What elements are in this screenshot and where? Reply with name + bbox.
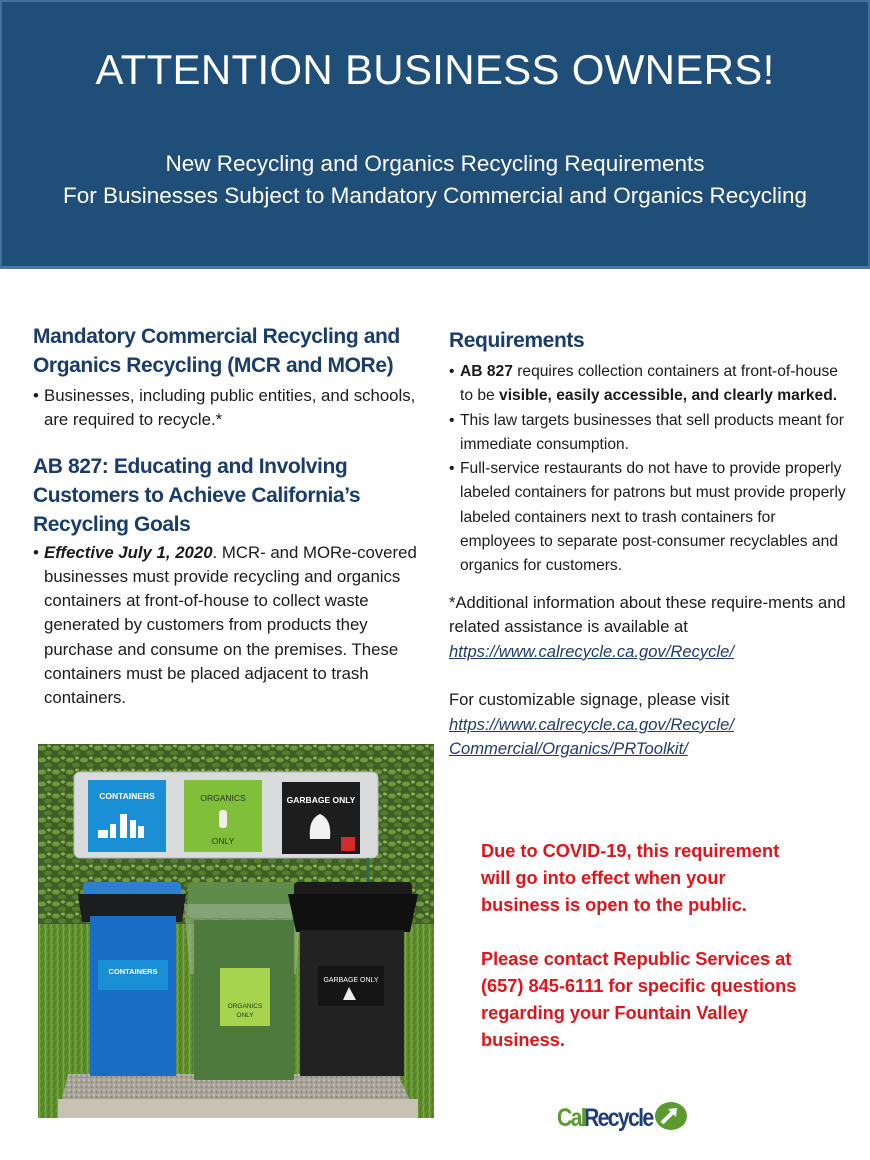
effective-date: Effective July 1, 2020 [44,542,213,562]
heading-line: Recycling Goals [33,512,191,536]
contact-phone-line: (657) 845-6111 for specific questions [481,976,797,996]
contact-line: business. [481,1030,565,1050]
recycling-bins-photo [38,744,434,1118]
right-column [449,326,849,762]
svg-text:ORGANICS: ORGANICS [200,793,246,803]
additional-info: *Additional information about these require-ments and related assistance is available at [449,592,846,637]
calrecycle-logo [557,1100,688,1136]
requirement-emphasis: visible, easily accessible, and clearly marked. [499,387,838,405]
logo-recycle: Recycle [583,1103,653,1132]
header-banner [0,0,870,269]
spacer [481,919,851,946]
svg-text:ORGANICS: ORGANICS [227,1003,263,1010]
mcr-bullet: • Businesses, including public entities, and schools, are required to recycle.* [33,384,438,433]
requirement-item: • This law targets businesses that sell products meant for immediate consumption. [449,409,849,458]
notice-line: Due to COVID-19, this requirement [481,841,780,861]
ab827-bullet-text: . MCR- and MORe-covered businesses must provide recycling and organics containers at front-of-house to collect waste generated by customers from products they purchase and consume on the premises. These containers must be placed adjacent to trash containers. [44,542,417,708]
ab827-label: AB 827 [460,363,513,380]
left-column [33,322,438,711]
ab827-heading [33,452,438,539]
heading-line: AB 827: Educating and Involving [33,454,348,478]
mcr-more-heading [33,322,438,380]
page-subtitle [2,148,868,212]
heading-line: Mandatory Commercial Recycling and [33,325,400,348]
subtitle-line-1: New Recycling and Organics Recycling Requirements [165,151,705,176]
contact-line: Please contact Republic Services at [481,949,792,969]
subtitle-line-2: For Businesses Subject to Mandatory Commercial and Organics Recycling [62,183,808,208]
ab827-bullet [33,541,438,711]
heading-line: Customers to Achieve California’s [33,483,361,507]
contact-line: regarding your Fountain Valley [481,1003,748,1023]
svg-text:ONLY: ONLY [236,1012,254,1019]
covid-notice [481,838,851,1054]
link-line: Commercial/Organics/PRToolkit/ [449,739,688,759]
signage-text: For customizable signage, please visit [449,690,730,710]
link-line: https://www.calrecycle.ca.gov/Recycle/ [449,714,734,734]
logo-cal: Cal [557,1103,585,1132]
recycle-arrow-icon [654,1101,688,1135]
svg-text:ONLY: ONLY [211,836,235,846]
svg-text:GARBAGE ONLY: GARBAGE ONLY [286,795,356,805]
svg-text:GARBAGE ONLY: GARBAGE ONLY [323,977,379,984]
requirements-heading: Requirements [449,329,585,352]
prtoolkit-link[interactable] [449,713,849,762]
requirement-item: • Full-service restaurants do not have to provide properly labeled containers for patrons but must provide properly labeled containers next to trash containers for employees to separate post-consumer recyclables and organics for customers. [449,457,849,578]
svg-text:CONTAINERS: CONTAINERS [99,791,155,801]
notice-line: will go into effect when your [481,868,726,888]
svg-text:CONTAINERS: CONTAINERS [108,967,158,976]
requirement-text: requires collection containers at front-of-house to be [460,363,838,405]
heading-line: Organics Recycling (MCR and MORe) [33,354,394,377]
requirement-item [449,360,849,409]
page-title: ATTENTION BUSINESS OWNERS! [95,46,775,93]
bins-photo-illustration [38,744,434,1118]
notice-line: business is open to the public. [481,895,747,915]
calrecycle-recycle-link[interactable]: https://www.calrecycle.ca.gov/Recycle/ [449,641,734,661]
